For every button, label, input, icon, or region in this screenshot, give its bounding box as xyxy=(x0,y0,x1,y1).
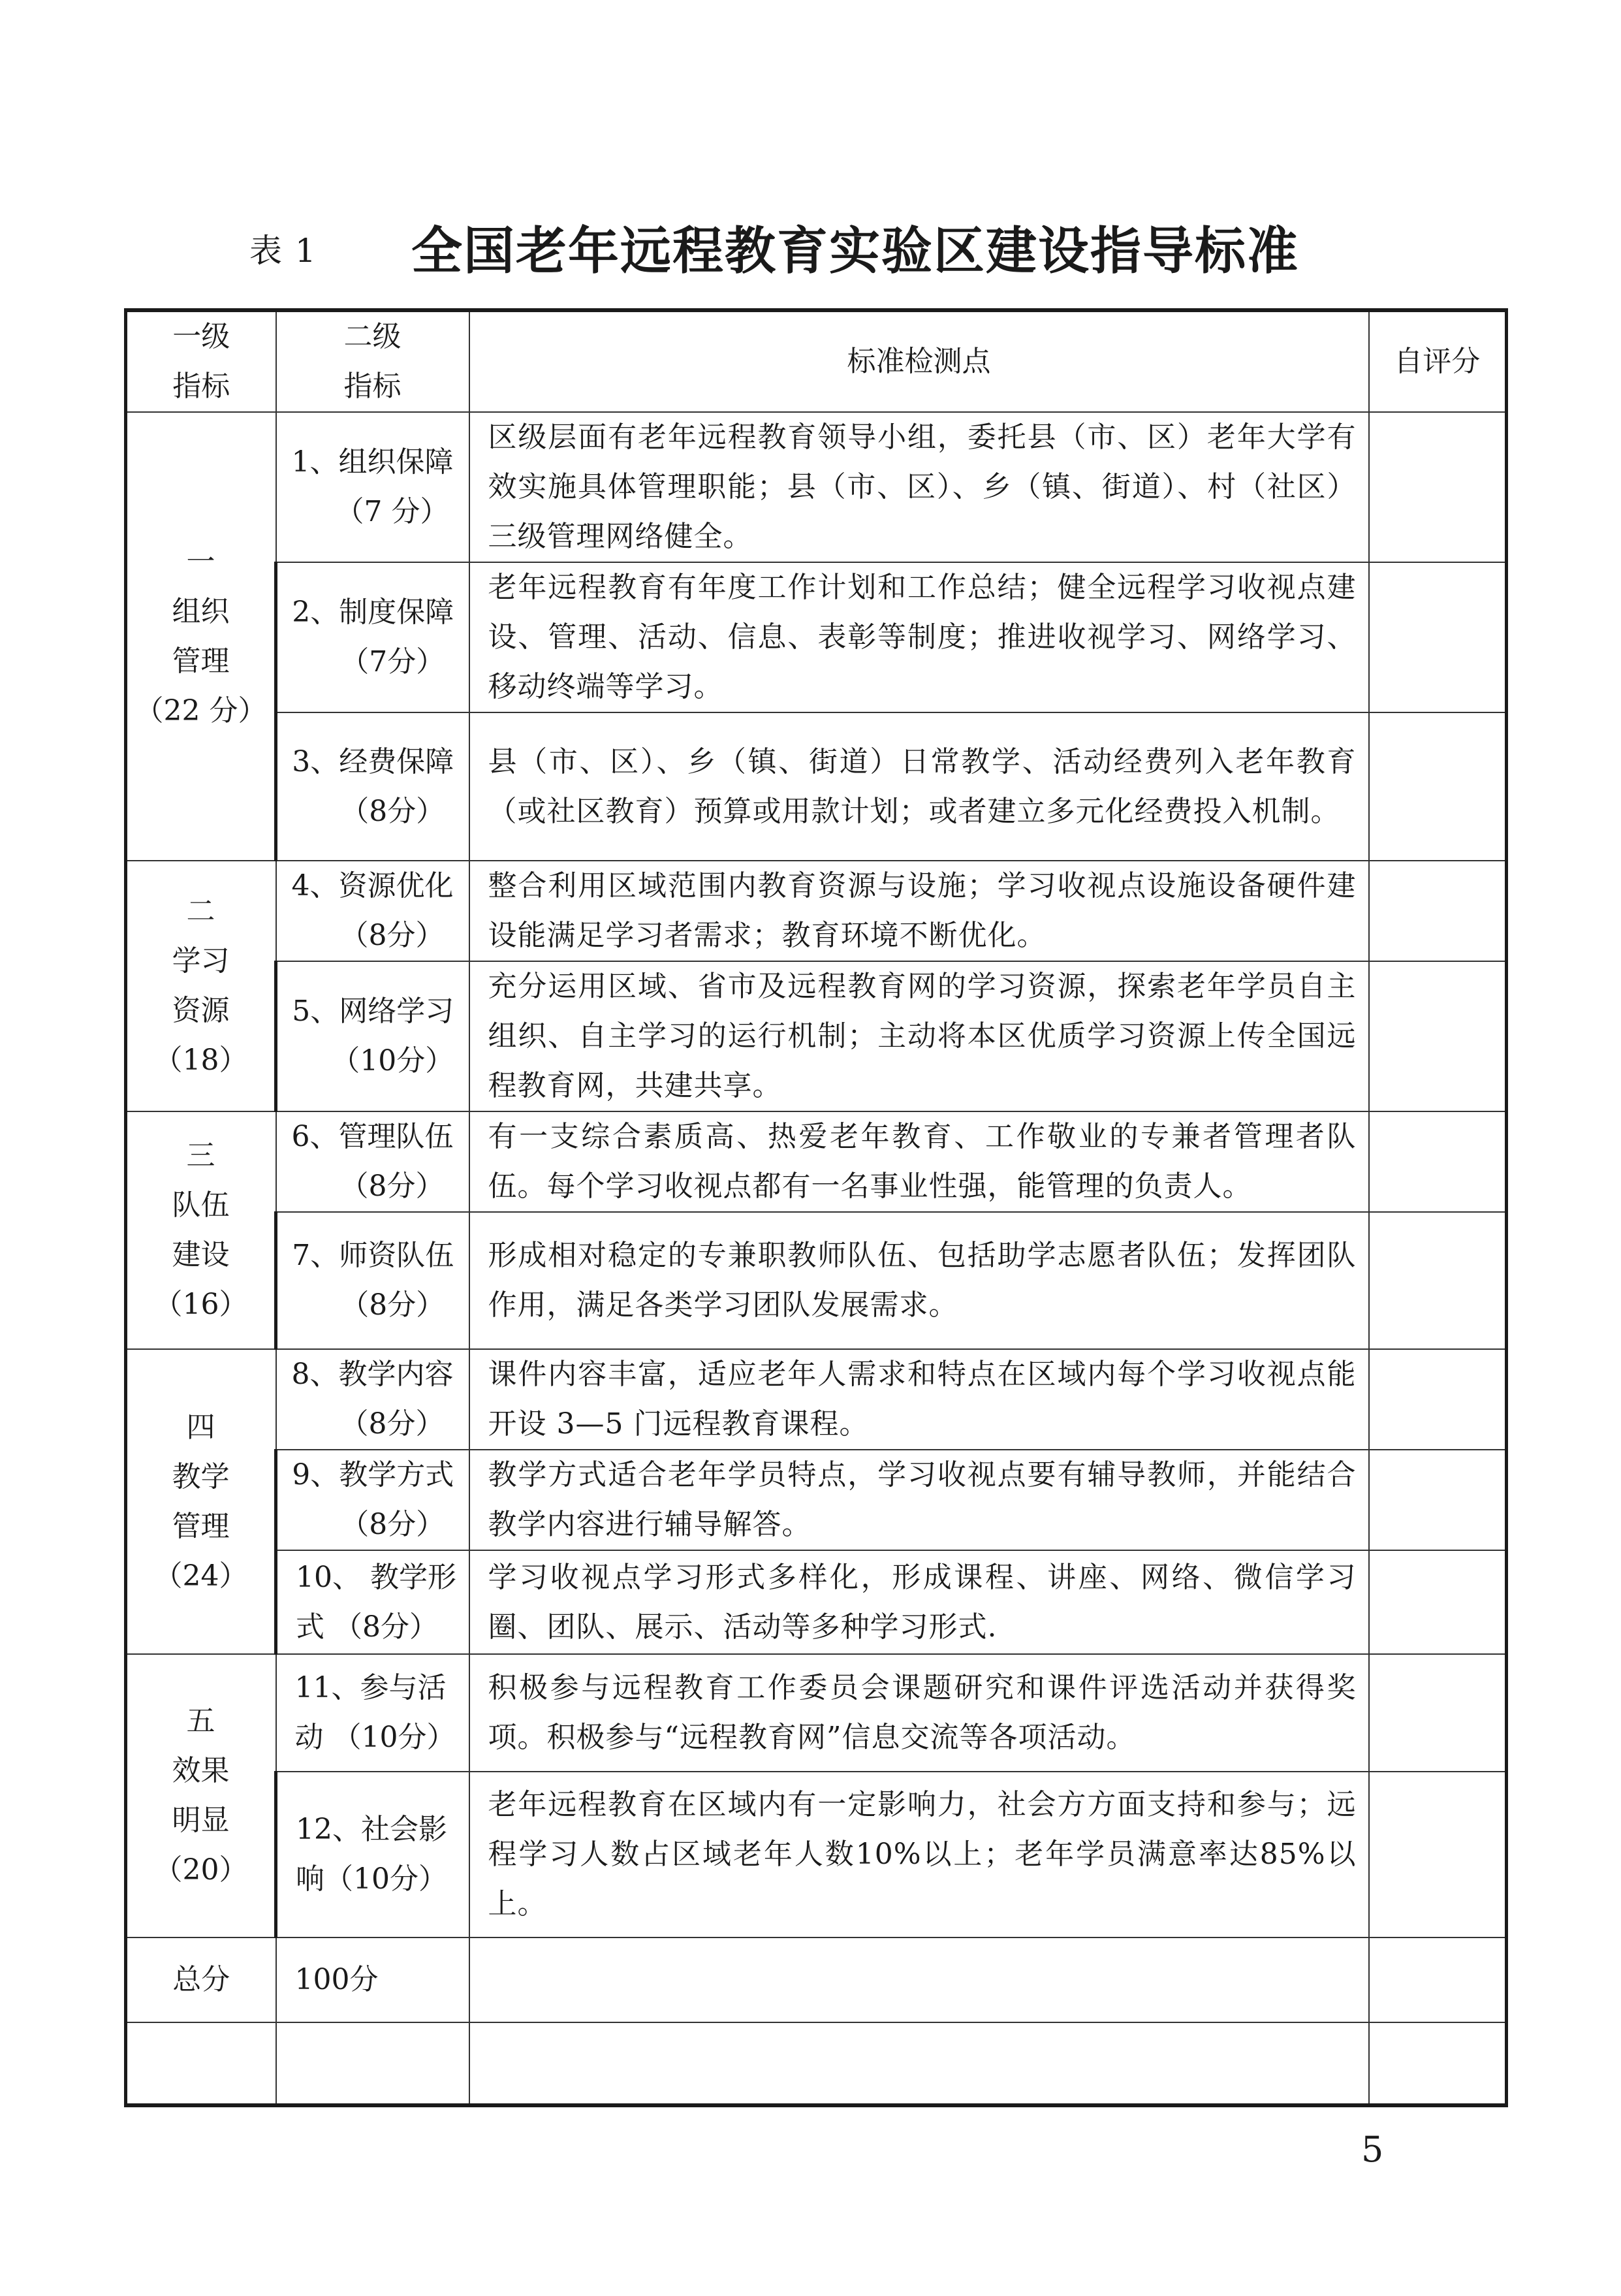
self-score-cell[interactable] xyxy=(1369,861,1507,961)
table-row xyxy=(126,1654,1507,1772)
level2-cell: 4、资源优化 （8分） xyxy=(276,861,469,961)
header-level1: 一级 指标 xyxy=(126,310,276,412)
checkpoint-cell: 老年远程教育在区域内有一定影响力，社会方方面支持和参与；远程学习人数占区域老年人数10%以上；老年学员满意率达85%以上。 xyxy=(469,1772,1369,1937)
level1-cell: 四 教学 管理 （24） xyxy=(126,1349,276,1654)
level2-cell: 5、网络学习 （10分） xyxy=(276,961,469,1111)
self-score-cell[interactable] xyxy=(1369,1550,1507,1654)
table-row xyxy=(126,712,1507,861)
blank-cell xyxy=(1369,2022,1507,2105)
self-score-cell[interactable] xyxy=(1369,1111,1507,1212)
total-row xyxy=(126,1937,1507,2022)
checkpoint-cell: 整合利用区域范围内教育资源与设施；学习收视点设施设备硬件建设能满足学习者需求；教育环境不断优化。 xyxy=(469,861,1369,961)
level2-cell: 9、教学方式 （8分） xyxy=(276,1450,469,1550)
header-self-score: 自评分 xyxy=(1369,310,1507,412)
level2-cell: 12、社会影 响（10分） xyxy=(276,1772,469,1937)
table-row xyxy=(126,1212,1507,1349)
table-row xyxy=(126,1349,1507,1450)
page-number: 5 xyxy=(1361,2129,1384,2170)
table-row xyxy=(126,861,1507,961)
checkpoint-cell: 教学方式适合老年学员特点，学习收视点要有辅导教师，并能结合教学内容进行辅导解答。 xyxy=(469,1450,1369,1550)
blank-cell xyxy=(276,2022,469,2105)
level1-cell: 五 效果 明显 （20） xyxy=(126,1654,276,1937)
blank-cell xyxy=(126,2022,276,2105)
level2-cell: 8、教学内容 （8分） xyxy=(276,1349,469,1450)
level2-cell: 7、师资队伍 （8分） xyxy=(276,1212,469,1349)
total-checkpoint-cell xyxy=(469,1937,1369,2022)
total-value: 100分 xyxy=(276,1937,469,2022)
level2-cell: 11、参与活 动 （10分） xyxy=(276,1654,469,1772)
table-row xyxy=(126,1450,1507,1550)
header-checkpoint: 标准检测点 xyxy=(469,310,1369,412)
total-label: 总分 xyxy=(126,1937,276,2022)
checkpoint-cell: 积极参与远程教育工作委员会课题研究和课件评选活动并获得奖项。积极参与“远程教育网”信息交流等各项活动。 xyxy=(469,1654,1369,1772)
level2-cell: 2、制度保障 （7分） xyxy=(276,562,469,712)
self-score-cell[interactable] xyxy=(1369,1212,1507,1349)
self-score-cell[interactable] xyxy=(1369,562,1507,712)
self-score-cell[interactable] xyxy=(1369,1654,1507,1772)
level1-cell: 二 学习 资源 （18） xyxy=(126,861,276,1111)
header-level2: 二级 指标 xyxy=(276,310,469,412)
level2-cell: 3、经费保障 （8分） xyxy=(276,712,469,861)
table-header-row xyxy=(126,310,1507,412)
checkpoint-cell: 县（市、区）、乡（镇、街道）日常教学、活动经费列入老年教育（或社区教育）预算或用款计划；或者建立多元化经费投入机制。 xyxy=(469,712,1369,861)
table-row xyxy=(126,412,1507,562)
page-title: 全国老年远程教育实验区建设指导标准 xyxy=(411,221,1300,281)
checkpoint-cell: 形成相对稳定的专兼职教师队伍、包括助学志愿者队伍；发挥团队作用，满足各类学习团队发展需求。 xyxy=(469,1212,1369,1349)
level1-cell: 三 队伍 建设 （16） xyxy=(126,1111,276,1349)
table-row xyxy=(126,1550,1507,1654)
self-score-cell[interactable] xyxy=(1369,1450,1507,1550)
total-self-score-cell[interactable] xyxy=(1369,1937,1507,2022)
level2-cell: 1、组织保障 （7 分） xyxy=(276,412,469,562)
self-score-cell[interactable] xyxy=(1369,961,1507,1111)
self-score-cell[interactable] xyxy=(1369,1349,1507,1450)
checkpoint-cell: 有一支综合素质高、热爱老年教育、工作敬业的专兼者管理者队伍。每个学习收视点都有一名事业性强，能管理的负责人。 xyxy=(469,1111,1369,1212)
checkpoint-cell: 课件内容丰富，适应老年人需求和特点在区域内每个学习收视点能开设 3—5 门远程教育课程。 xyxy=(469,1349,1369,1450)
title-row xyxy=(0,210,1621,282)
table-row xyxy=(126,562,1507,712)
self-score-cell[interactable] xyxy=(1369,412,1507,562)
level2-cell: 10、 教学形 式 （8分） xyxy=(276,1550,469,1654)
self-score-cell[interactable] xyxy=(1369,712,1507,861)
checkpoint-cell: 老年远程教育有年度工作计划和工作总结；健全远程学习收视点建设、管理、活动、信息、表彰等制度；推进收视学习、网络学习、移动终端等学习。 xyxy=(469,562,1369,712)
level1-cell: 一 组织 管理 （22 分） xyxy=(126,412,276,861)
standards-table xyxy=(124,308,1508,2107)
blank-row xyxy=(126,2022,1507,2105)
checkpoint-cell: 充分运用区域、省市及远程教育网的学习资源，探索老年学员自主组织、自主学习的运行机制；主动将本区优质学习资源上传全国远程教育网，共建共享。 xyxy=(469,961,1369,1111)
checkpoint-cell: 区级层面有老年远程教育领导小组，委托县（市、区）老年大学有效实施具体管理职能；县（市、区）、乡（镇、街道）、村（社区）三级管理网络健全。 xyxy=(469,412,1369,562)
table-row xyxy=(126,1111,1507,1212)
table-row xyxy=(126,1772,1507,1937)
self-score-cell[interactable] xyxy=(1369,1772,1507,1937)
level2-cell: 6、管理队伍 （8分） xyxy=(276,1111,469,1212)
table-number: 表 1 xyxy=(249,232,317,270)
blank-cell xyxy=(469,2022,1369,2105)
table-row xyxy=(126,961,1507,1111)
checkpoint-cell: 学习收视点学习形式多样化，形成课程、讲座、网络、微信学习圈、团队、展示、活动等多种学习形式. xyxy=(469,1550,1369,1654)
